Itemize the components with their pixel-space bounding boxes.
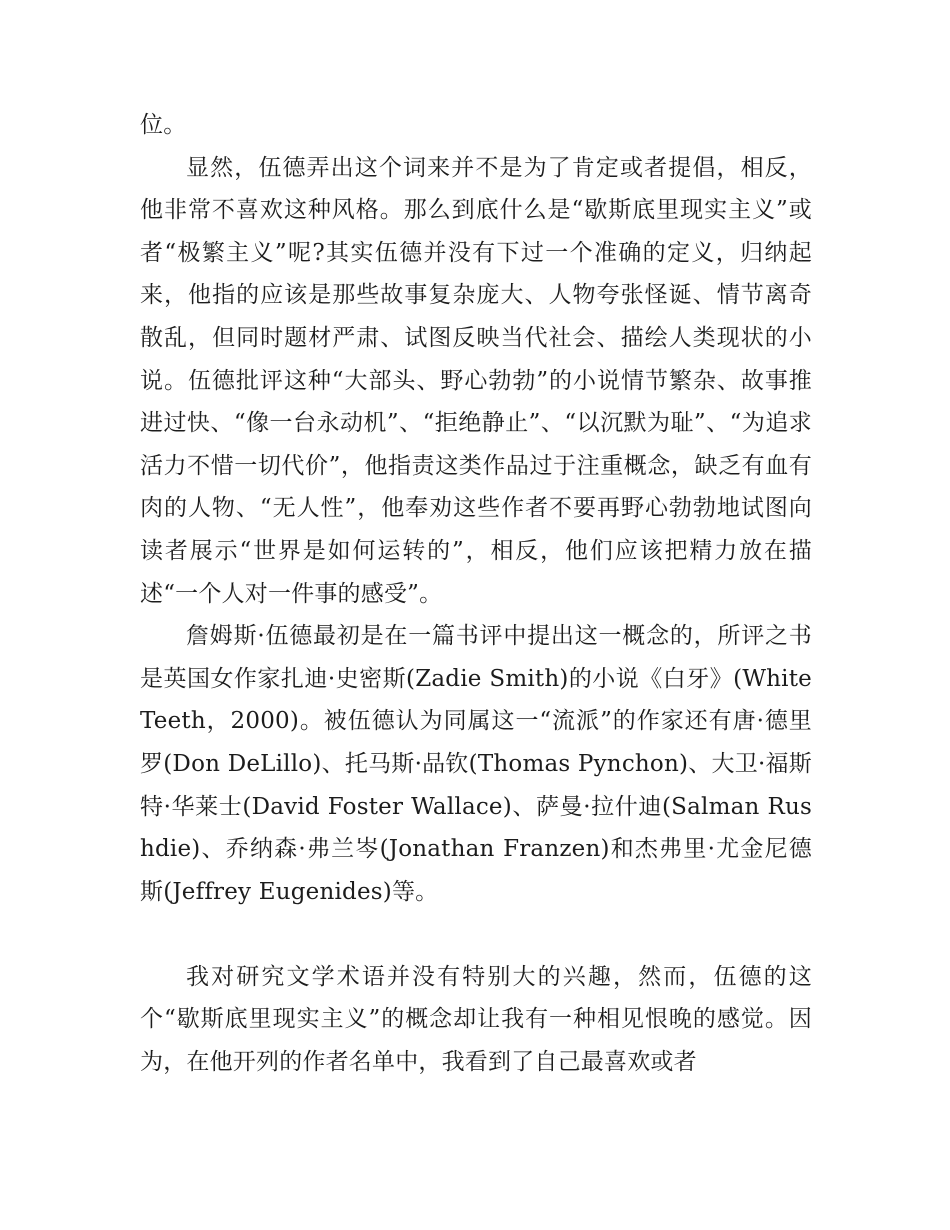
paragraph-spacer (140, 913, 812, 956)
document-page (140, 104, 812, 1084)
paragraph-hysterical-realism-definition: 显然，伍德弄出这个词来并不是为了肯定或者提倡，相反，他非常不喜欢这种风格。那么到底什么是“歇斯底里现实主义”或者“极繁主义”呢?其实伍德并没有下过一个准确的定义，归纳起来，他指的应该是那些故事复杂庞大、人物夸张怪诞、情节离奇散乱，但同时题材严肃、试图反映当代社会、描绘人类现状的小说。伍德批评这种“大部头、野心勃勃”的小说情节繁杂、故事推进过快、“像一台永动机”、“拒绝静止”、“以沉默为耻”、“为追求活力不惜一切代价”，他指责这类作品过于注重概念，缺乏有血有肉的人物、“无人性”，他奉劝这些作者不要再野心勃勃地试图向读者展示“世界是如何运转的”，相反，他们应该把精力放在描述“一个人对一件事的感受”。 (140, 154, 812, 607)
paragraph-origin-and-authors: 詹姆斯·伍德最初是在一篇书评中提出这一概念的，所评之书是英国女作家扎迪·史密斯(Zadie Smith)的小说《白牙》(White Teeth，2000)。被伍德认为同属这一“流派”的作家还有唐·德里罗(Don DeLillo)、托马斯·品钦(Thomas Pynchon)、大卫·福斯特·华莱士(David Foster Wallace)、萨曼·拉什迪(Salman Rushdie)、乔纳森·弗兰岑(Jonathan Franzen)和杰弗里·尤金尼德斯(Jeffrey Eugenides)等。 (140, 623, 812, 905)
paragraph-continuation: 位。 (140, 112, 187, 138)
paragraph-personal-reflection: 我对研究文学术语并没有特别大的兴趣，然而，伍德的这个“歇斯底里现实主义”的概念却让我有一种相见恨晚的感觉。因为，在他开列的作者名单中，我看到了自己最喜欢或者 (140, 963, 812, 1076)
